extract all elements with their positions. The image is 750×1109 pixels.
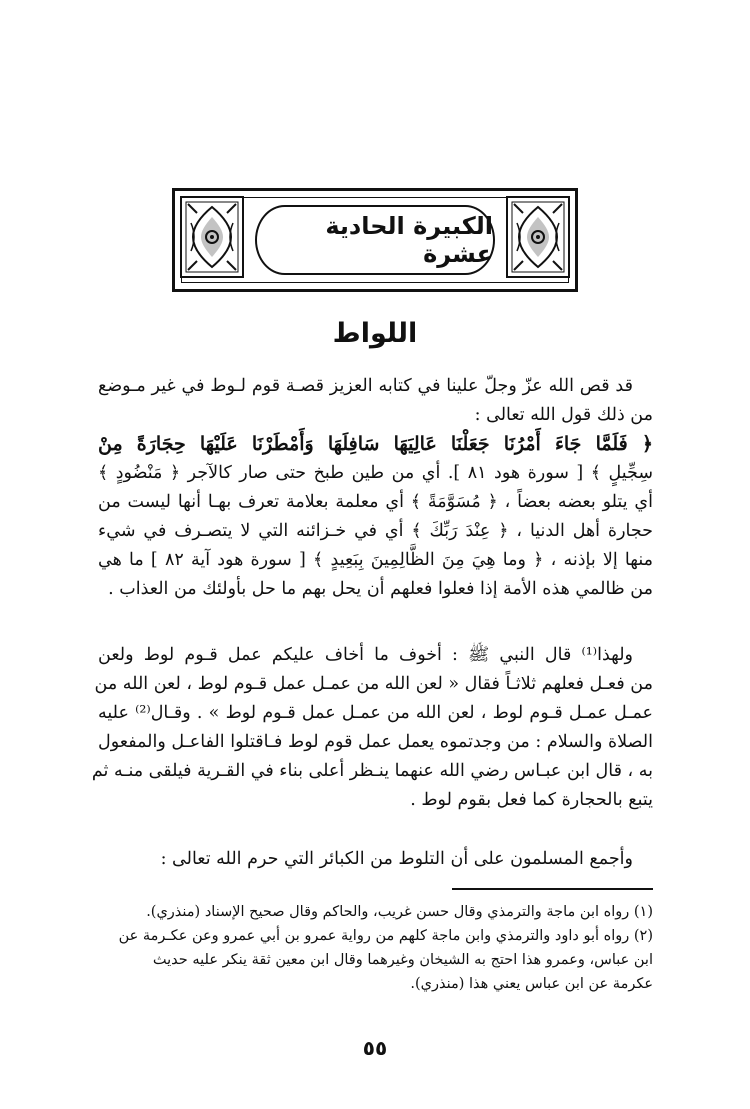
footnote-2-continued: ابن عباس، وعمرو هذا احتج به الشيخان وغيرهما وقال ابن معين ثقة ينكر عليه حديث [152,952,653,968]
text-line: منها إلا بإذنه ، ﴿ وما هِيَ مِنَ الظَّالِمِينَ بِبَعِيدٍ ﴾ [ سورة هود آية ٨٢ ] ما هي [98,550,653,570]
quran-verse-line: ﴿ فَلَمَّا جَاءَ أَمْرُنَا جَعَلْنَا عَالِيَهَا سَافِلَهَا وَأَمْطَرْنَا عَلَيْهَا حِجَارَةً مِنْ [98,433,653,455]
text-line: به ، قال ابن عبـاس رضي الله عنهما ينـظر أعلى بناء في القـرية فيلقى منـه ثم [91,761,653,781]
text-line: عمـل عمـل قـوم لوط ، لعن الله من عمـل عمل قـوم لوط » . وقـال⁽²⁾ عليه [98,703,653,723]
paragraph-1 [98,372,653,604]
ornament-right-icon [505,195,571,279]
text-line: من ظالمي هذه الأمة إذا فعلوا فعلهم أن يحل بهم ما حل بأولئك من العذاب . [108,579,653,599]
paragraph-3 [98,845,653,874]
chapter-title-frame [172,188,578,292]
text-line: حجارة أهل الدنيا ، ﴿ عِنْدَ رَبِّكَ ﴾ أي في خـزائنه التي لا يتصـرف في شيء [98,521,653,541]
text-line: قد قص الله عزّ وجلّ علينا في كتابه العزيز قصـة قوم لـوط في غير مـوضع [98,376,633,396]
footnote-separator [452,888,653,890]
chapter-title: الكبيرة الحادية عشرة [325,212,493,268]
text-line: وأجمع المسلمون على أن التلوط من الكبائر التي حرم الله تعالى : [160,849,633,869]
footnote-1: (١) رواه ابن ماجة والترمذي وقال حسن غريب، والحاكم وقال صحيح الإسناد (منذري). [146,904,653,920]
text-line: سِجِّيلٍ ﴾ [ سورة هود ٨١ ]. أي من طين طبخ حتى صار كالآجر ﴿ مَنْضُودٍ ﴾ [98,463,653,483]
footnote-2: (٢) رواه أبو داود والترمذي وابن ماجة كلهم من رواية عمرو بن أبي عمرو وعن عكـرمة عن [118,928,653,944]
footnote-2-continued: عكرمة عن ابن عباس يعني هذا (منذري). [410,976,653,992]
section-heading: اللواط [332,318,418,349]
text-line: من فعـل فعلهم ثلاثـاً فقال « لعن الله من عمـل عمل قـوم لوط ، لعن الله من [94,674,653,694]
text-line: يتبع بالحجارة كما فعل بقوم لوط . [410,790,653,810]
ornament-left-icon [179,195,245,279]
text-line: الصلاة والسلام : من وجدتموه يعمل عمل قوم لوط فـاقتلوا الفاعـل والمفعول [98,732,653,752]
chapter-title-cartouche [255,205,495,275]
text-line: أي يتلو بعضه بعضاً ، ﴿ مُسَوَّمَةً ﴾ أي معلمة بعلامة تعرف بهـا أنها ليست من [98,492,653,512]
paragraph-2 [91,641,653,815]
footnotes [98,900,653,996]
page-number: ٥٥ [362,1036,388,1060]
text-line: من ذلك قول الله تعالى : [474,405,653,425]
text-line: ولهذا⁽¹⁾ قال النبي ﷺ : أخوف ما أخاف عليكم عمل قـوم لوط ولعن [98,645,633,665]
